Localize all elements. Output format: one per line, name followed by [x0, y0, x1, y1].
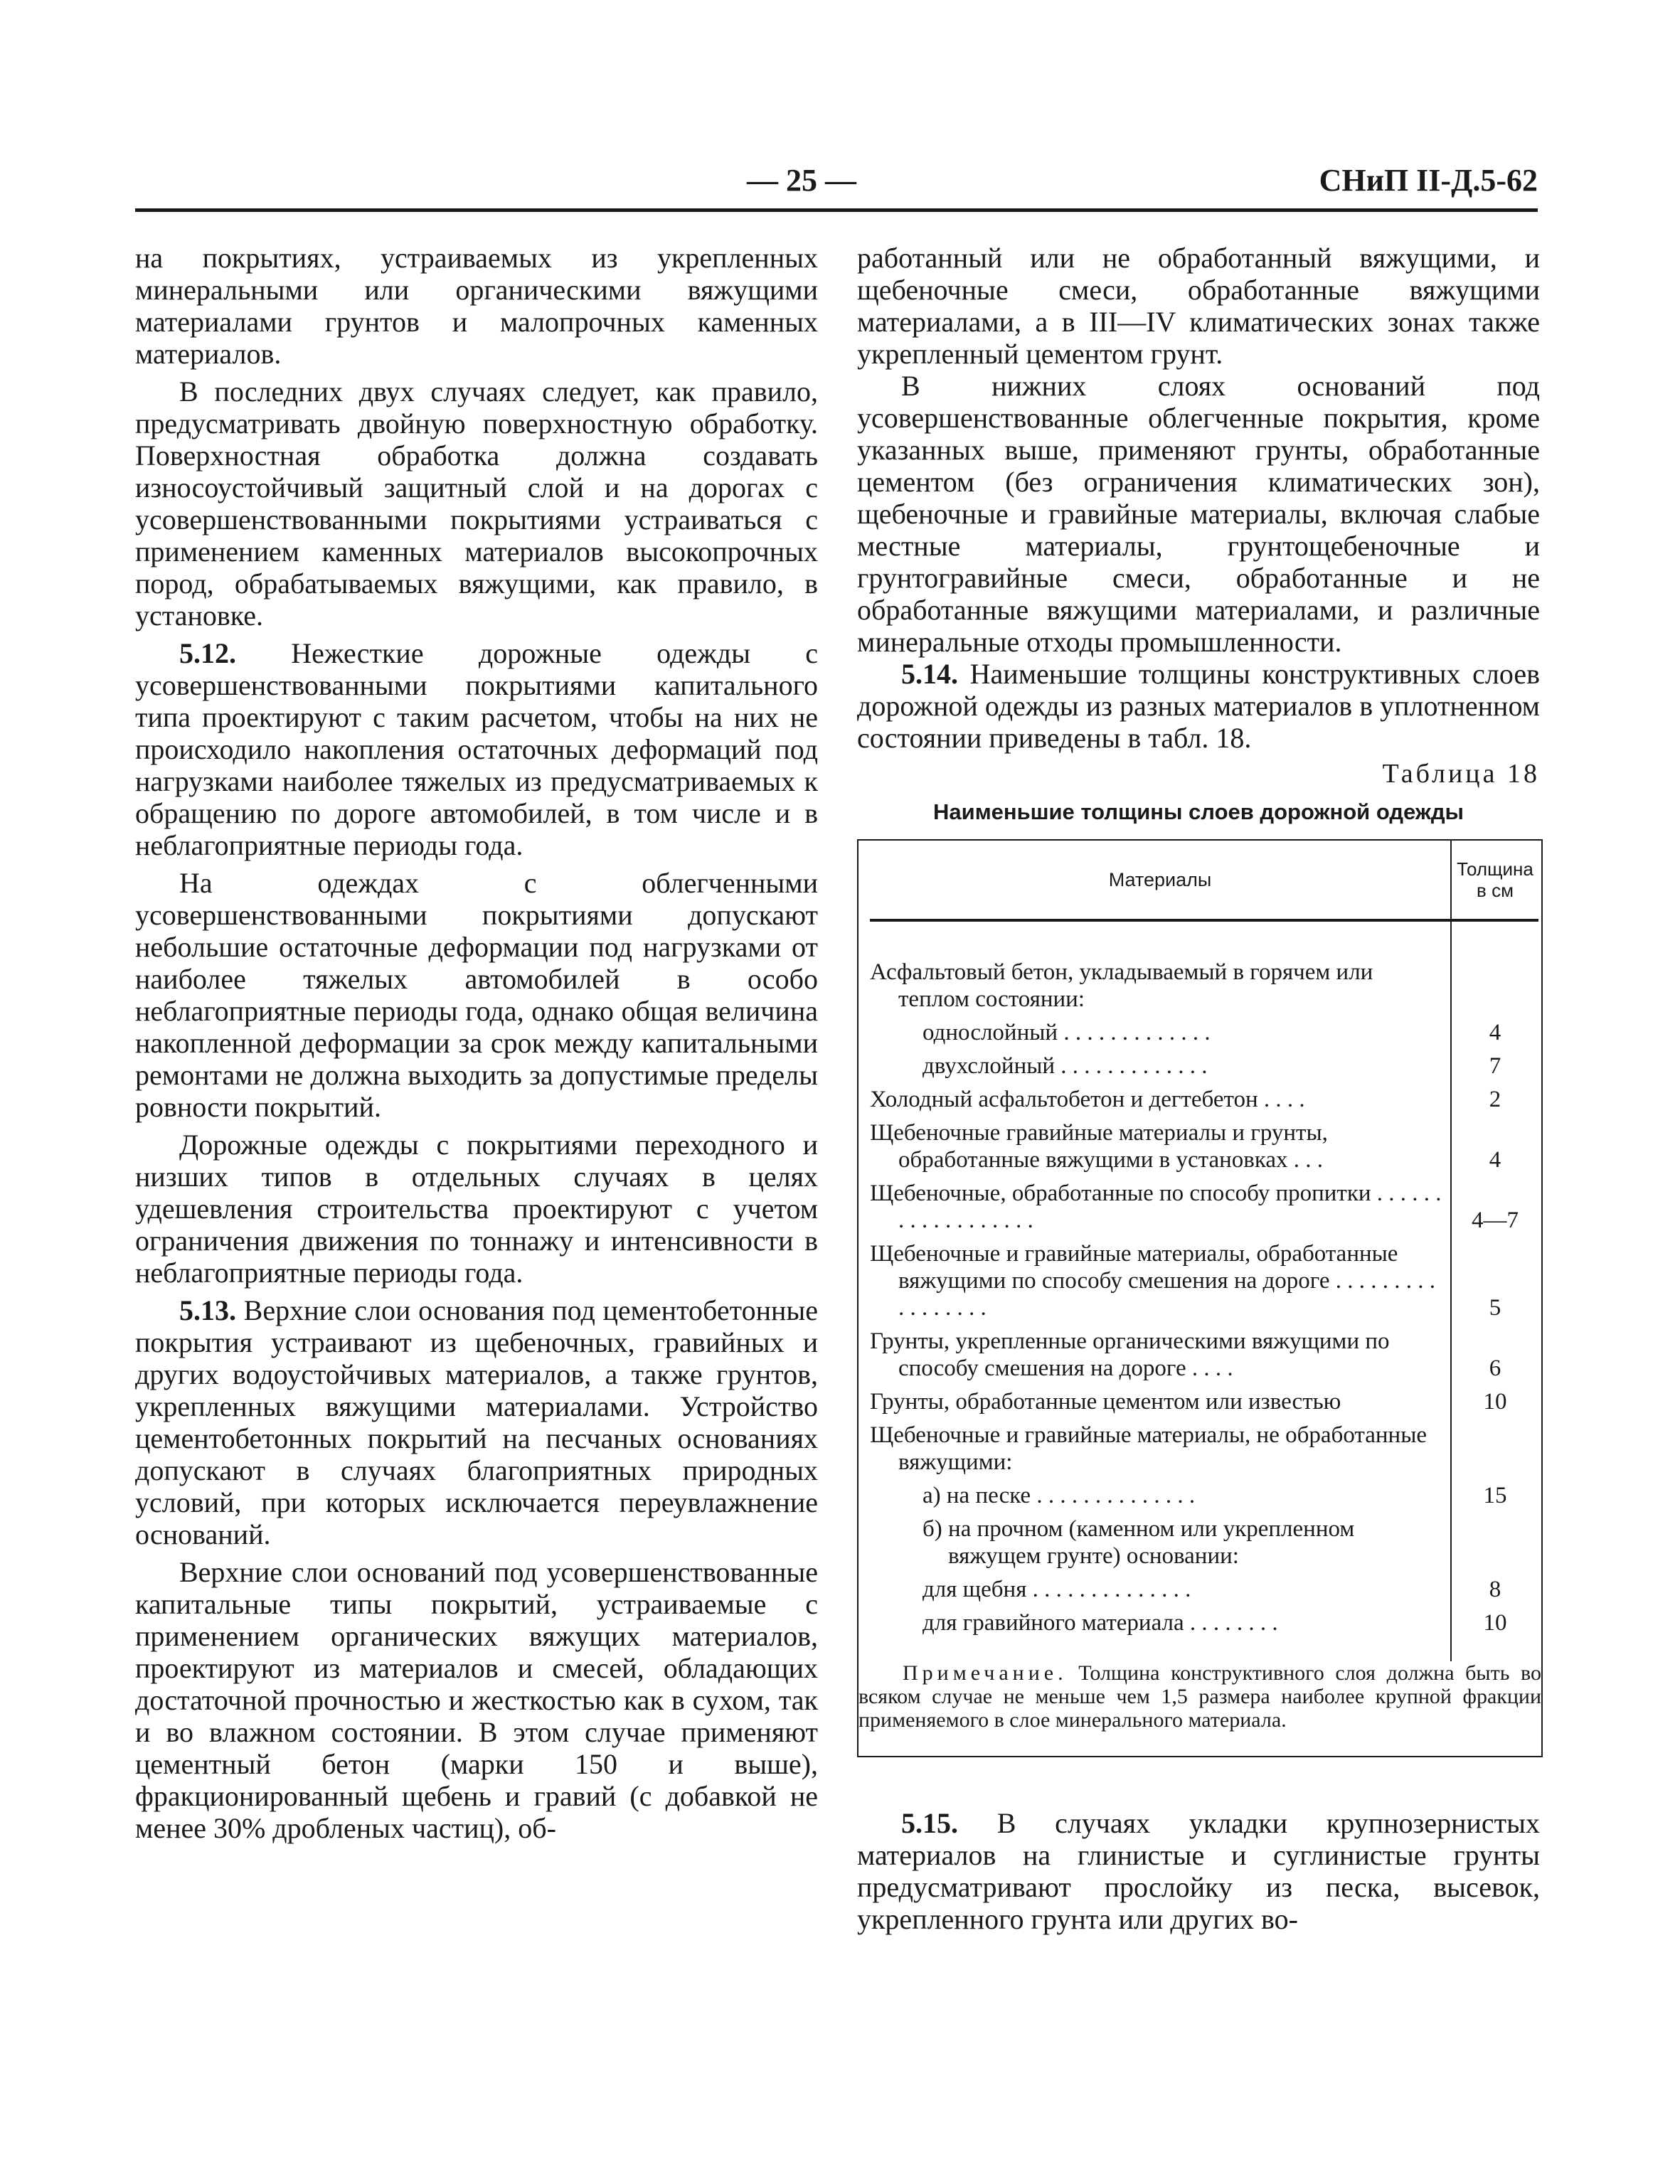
table-body	[870, 922, 1538, 1661]
thickness-cell: 7	[1489, 1053, 1501, 1079]
table-row	[870, 1388, 1538, 1415]
thickness-cell: 2	[1489, 1087, 1501, 1112]
material-cell: Грунты, обработанные цементом или известью	[870, 1389, 1341, 1415]
column-header-thickness: Толщина в см	[1457, 858, 1533, 901]
note-text: Толщина конструктивного слоя должна быть во всяком случае не меньше чем 1,5 размера наиболее крупной фракции применяемого в слое минерального материала.	[858, 1661, 1542, 1732]
table-row	[870, 1422, 1538, 1476]
paragraph: на покрытиях, устраиваемых из укрепленных минеральными или органическими вяжущими материалами грунтов и малопрочных каменных материалов.	[135, 242, 818, 370]
thickness-cell: 4	[1489, 1147, 1501, 1173]
paragraph: В нижних слоях оснований под усовершенствованные облегченные покрытия, кроме указанных выше, применяют грунты, обработанные цементом (без ограничения климатических зон), щебеночные и гравийные материалы, включая слабые местные материалы, грунтощебеночные и грунтогравийные смеси, обработанные и не обработанные вяжущими материалами, и различные минеральные отходы промышленности.	[857, 370, 1540, 658]
section-text: В случаях укладки крупнозернистых материалов на глинистые и суглинистые грунты предусматривают прослойку из песка, высевок, укрепленного грунта или других во-	[857, 1807, 1540, 1935]
section-number: 5.14.	[901, 658, 958, 690]
thickness-cell: 6	[1489, 1355, 1501, 1381]
section-number: 5.15.	[901, 1807, 958, 1839]
note-label: Примечание.	[903, 1661, 1068, 1685]
material-cell: Щебеночные, обработанные по способу пропитки . . . . . . . . . . . . . . . . . .	[870, 1181, 1442, 1233]
table-row	[870, 1576, 1538, 1603]
paragraph: Дорожные одежды с покрытиями переходного и низших типов в отдельных случаях в целях удешевления строительства проектируют с учетом ограничения движения по тоннажу и интенсивности в неблагоприятные периоды года.	[135, 1129, 818, 1289]
section-text: Нежесткие дорожные одежды с усовершенствованными покрытиями капитального типа проектируют с таким расчетом, чтобы на них не происходило накопления остаточных деформаций под нагрузками наиболее тяжелых из предусматриваемых к обращению по дороге автомобилей, в том числе и в неблагоприятные периоды года.	[135, 637, 818, 861]
table-title: Наименьшие толщины слоев дорожной одежды	[933, 799, 1464, 824]
page-header	[135, 162, 1538, 205]
right-column	[857, 242, 1540, 1935]
material-cell: для щебня . . . . . . . . . . . . . .	[923, 1577, 1191, 1602]
left-column	[135, 242, 818, 1844]
column-header-materials: Материалы	[870, 841, 1452, 919]
material-cell: двухслойный . . . . . . . . . . . . .	[923, 1053, 1208, 1079]
paragraph: На одеждах с облегченными усовершенствованными покрытиями допускают небольшие остаточные деформации под нагрузками от наиболее тяжелых автомобилей в особо неблагоприятные периоды года, однако общая величина накопленной деформации за срок между капитальными ремонтами не должна выходить за допустимые пределы ровности покрытий.	[135, 867, 818, 1123]
table-row	[870, 1482, 1538, 1509]
section-text: Верхние слои основания под цементобетонные покрытия устраивают из щебеночных, гравийных и других водоустойчивых материалов, а также грунтов, укрепленных вяжущими материалами. Устройство цементобетонных покрытий на песчаных основаниях допускают в случаях благоприятных природных условий, при которых исключается переувлажнение оснований.	[135, 1294, 819, 1550]
material-cell: Асфальтовый бетон, укладываемый в горячем или теплом состоянии:	[870, 959, 1373, 1012]
table-row	[870, 1516, 1538, 1570]
page-number: — 25 —	[747, 163, 856, 198]
material-cell: Щебеночные и гравийные материалы, не обработанные вяжущими:	[870, 1422, 1428, 1475]
table-row	[870, 1180, 1538, 1234]
table-row	[870, 1053, 1538, 1080]
table-row	[870, 1086, 1538, 1113]
section-5-15	[857, 1807, 1540, 1935]
material-cell: Щебеночные гравийные материалы и грунты, обработанные вяжущими в установках . . .	[870, 1120, 1328, 1173]
table-row	[870, 1609, 1538, 1636]
table-row	[870, 1019, 1538, 1046]
table-row	[870, 959, 1538, 1013]
section-5-14	[857, 658, 1540, 754]
material-cell: Грунты, укрепленные органическими вяжущими по способу смешения на дороге . . . .	[870, 1328, 1390, 1381]
material-cell: для гравийного материала . . . . . . . .	[923, 1610, 1278, 1636]
table-row	[870, 1240, 1538, 1321]
section-text: Наименьшие толщины конструктивных слоев дорожной одежды из разных материалов в уплотненном состоянии приведены в табл. 18.	[857, 658, 1541, 754]
document-code: СНиП II-Д.5-62	[1319, 163, 1538, 198]
table-header	[870, 841, 1538, 922]
table-note	[858, 1661, 1541, 1732]
section-number: 5.12.	[179, 637, 236, 669]
thickness-cell: 4—7	[1472, 1208, 1519, 1233]
material-cell: Холодный асфальтобетон и дегтебетон . . . .	[870, 1087, 1305, 1112]
thickness-cell: 15	[1483, 1483, 1507, 1508]
section-number: 5.13.	[179, 1294, 236, 1326]
paragraph: В последних двух случаях следует, как правило, предусматривать двойную поверхностную обработку. Поверхностная обработка должна создавать износоустойчивый защитный слой и на дорогах с усовершенствованными покрытиями устраиваться с применением каменных материалов высокопрочных пород, обрабатываемых вяжущими, как правило, в установке.	[135, 375, 818, 632]
table-18	[857, 839, 1543, 1757]
material-cell: а) на песке . . . . . . . . . . . . . .	[923, 1483, 1196, 1508]
table-number: Таблица 18	[1382, 759, 1540, 789]
material-cell: однослойный . . . . . . . . . . . . .	[923, 1020, 1211, 1045]
section-5-12	[135, 637, 818, 861]
material-cell: Щебеночные и гравийные материалы, обработанные вяжущими по способу смешения на дороге . . . . . . . . . . . . . . . . .	[870, 1241, 1436, 1321]
table-row	[870, 1328, 1538, 1382]
header-rule	[135, 208, 1538, 212]
section-5-13	[135, 1294, 818, 1550]
thickness-cell: 5	[1489, 1295, 1501, 1321]
thickness-cell: 10	[1483, 1389, 1507, 1415]
thickness-cell: 10	[1483, 1610, 1507, 1636]
thickness-cell: 8	[1489, 1577, 1501, 1602]
paragraph: работанный или не обработанный вяжущими, и щебеночные смеси, обработанные вяжущими материалами, а в III—IV климатических зонах также укрепленный цементом грунт.	[857, 242, 1540, 370]
table-row	[870, 1119, 1538, 1173]
paragraph: Верхние слои оснований под усовершенствованные капитальные типы покрытий, устраиваемые с применением органических вяжущих материалов, проектируют из материалов и смесей, обладающих достаточной прочностью и жесткостью как в сухом, так и во влажном состоянии. В этом случае применяют цементный бетон (марки 150 и выше), фракционированный щебень и гравий (с добавкой не менее 30% дробленых частиц), об-	[135, 1556, 818, 1844]
thickness-cell: 4	[1489, 1020, 1501, 1045]
material-cell: б) на прочном (каменном или укрепленном вяжущем грунте) основании:	[923, 1516, 1355, 1569]
